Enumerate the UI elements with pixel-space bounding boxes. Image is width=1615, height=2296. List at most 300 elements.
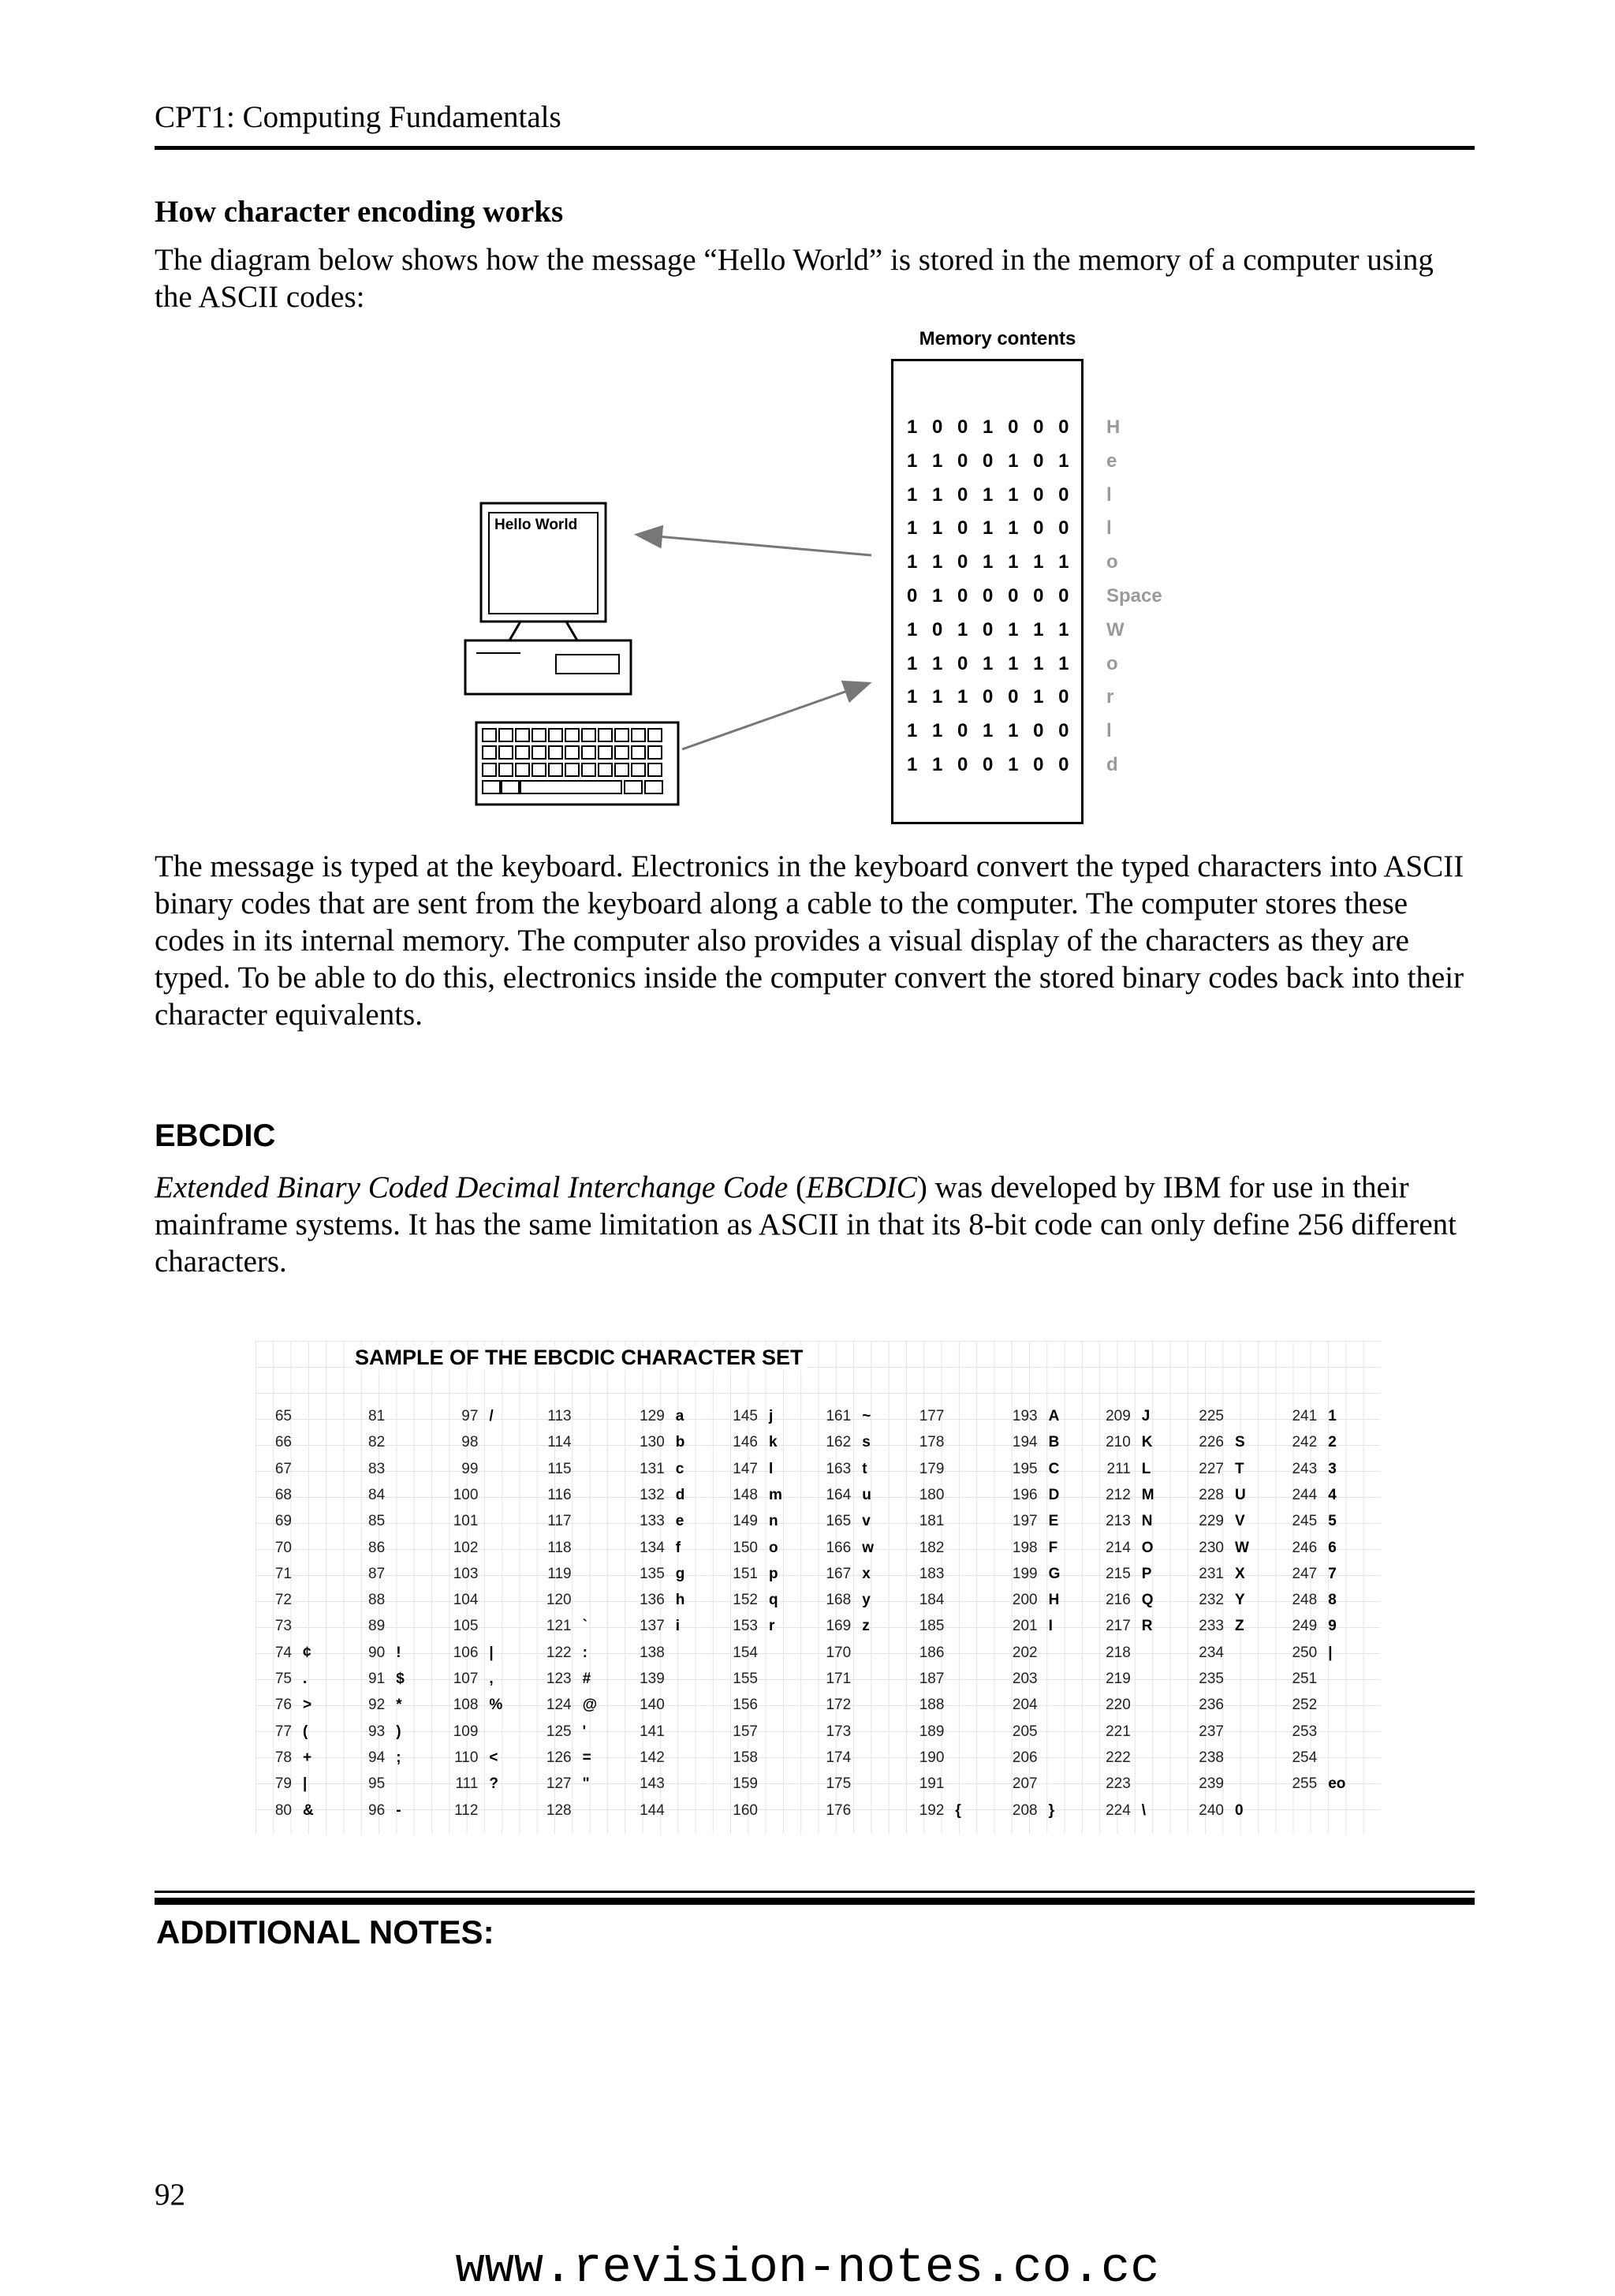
- code-character: g: [675, 1565, 685, 1582]
- code-value: 178: [919, 1434, 945, 1451]
- input-arrow: [682, 684, 867, 749]
- code-value: 112: [454, 1801, 479, 1819]
- code-value: 94: [368, 1749, 386, 1766]
- code-value: 96: [368, 1801, 386, 1819]
- code-character: U: [1235, 1486, 1246, 1503]
- code-value: 175: [826, 1775, 852, 1793]
- code-value: 71: [274, 1565, 292, 1582]
- code-value: 72: [274, 1592, 292, 1609]
- code-character: E: [1048, 1513, 1059, 1530]
- code-value: 222: [1106, 1749, 1131, 1766]
- code-character: j: [769, 1408, 774, 1424]
- code-value: 250: [1292, 1644, 1318, 1661]
- table-title: SAMPLE OF THE EBCDIC CHARACTER SET: [352, 1346, 807, 1370]
- code-character: ": [582, 1775, 590, 1793]
- code-value: 97: [461, 1408, 479, 1424]
- code-value: 252: [1292, 1697, 1318, 1714]
- code-value: 237: [1199, 1723, 1224, 1740]
- code-value: 255: [1292, 1775, 1318, 1793]
- code-value: 78: [274, 1749, 292, 1766]
- code-character: D: [1048, 1486, 1060, 1503]
- code-value: 124: [546, 1697, 572, 1714]
- code-character: p: [769, 1565, 778, 1582]
- code-value: 199: [1012, 1565, 1038, 1582]
- memory-bits: 1 1 0 0 1 0 0: [907, 754, 1074, 775]
- memory-char: d: [1106, 754, 1118, 775]
- code-value: 225: [1199, 1408, 1224, 1424]
- code-value: 171: [826, 1671, 852, 1687]
- code-value: 90: [368, 1644, 386, 1661]
- code-value: 229: [1199, 1513, 1224, 1530]
- code-character: J: [1141, 1408, 1151, 1424]
- code-value: 89: [368, 1618, 386, 1635]
- code-character: Y: [1235, 1592, 1245, 1609]
- code-character: (: [303, 1723, 308, 1740]
- memory-char: l: [1106, 483, 1112, 506]
- code-value: 128: [546, 1801, 572, 1819]
- code-value: 159: [733, 1775, 758, 1793]
- code-value: 121: [546, 1618, 572, 1635]
- memory-char: H: [1106, 416, 1121, 438]
- code-value: 158: [733, 1749, 758, 1766]
- code-character: c: [675, 1460, 684, 1477]
- section-heading: How character encoding works: [155, 195, 564, 229]
- code-value: 100: [453, 1486, 479, 1503]
- code-value: 169: [826, 1618, 852, 1635]
- code-value: 146: [733, 1434, 758, 1451]
- code-value: 213: [1106, 1513, 1131, 1530]
- code-character: T: [1235, 1460, 1244, 1477]
- code-value: 196: [1012, 1486, 1038, 1503]
- code-value: 99: [461, 1460, 479, 1477]
- code-character: @: [582, 1697, 598, 1714]
- code-character: ~: [862, 1408, 871, 1424]
- code-value: 114: [547, 1434, 572, 1451]
- ebcdic-full-name: Extended Binary Coded Decimal Interchange Code: [155, 1170, 789, 1204]
- code-value: 135: [640, 1565, 665, 1582]
- code-character: ': [582, 1723, 587, 1740]
- code-character: |: [303, 1775, 308, 1793]
- code-value: 190: [919, 1749, 945, 1766]
- code-value: 195: [1012, 1460, 1038, 1477]
- code-value: 167: [826, 1565, 852, 1582]
- code-character: t: [862, 1460, 867, 1477]
- code-character: V: [1235, 1513, 1245, 1530]
- code-value: 136: [640, 1592, 665, 1609]
- code-value: 77: [274, 1723, 292, 1740]
- code-value: 202: [1012, 1644, 1038, 1661]
- memory-title: Memory contents: [919, 328, 1076, 349]
- code-value: 111: [455, 1775, 479, 1793]
- code-character: <: [489, 1749, 498, 1766]
- code-value: 144: [640, 1801, 665, 1819]
- code-character: \: [1141, 1801, 1147, 1819]
- code-value: 218: [1106, 1644, 1131, 1661]
- code-character: v: [862, 1513, 871, 1530]
- code-value: 142: [640, 1749, 665, 1766]
- code-value: 80: [274, 1801, 292, 1819]
- code-value: 183: [919, 1565, 945, 1582]
- code-value: 113: [547, 1408, 572, 1424]
- code-value: 209: [1106, 1408, 1131, 1424]
- code-value: 116: [547, 1486, 572, 1503]
- code-value: 166: [826, 1539, 852, 1556]
- code-value: 165: [826, 1513, 852, 1530]
- code-value: 185: [919, 1618, 945, 1635]
- code-character: #: [582, 1671, 591, 1687]
- code-value: 223: [1106, 1775, 1131, 1793]
- code-value: 239: [1199, 1775, 1224, 1793]
- code-value: 106: [453, 1644, 479, 1661]
- code-value: 191: [919, 1775, 945, 1793]
- code-value: 134: [640, 1539, 665, 1556]
- intro-paragraph: The diagram below shows how the message “Hello World” is stored in the memory of a computer using the ASCII codes:: [155, 243, 1434, 314]
- code-value: 238: [1199, 1749, 1224, 1766]
- code-character: P: [1141, 1565, 1152, 1582]
- code-value: 186: [919, 1644, 945, 1661]
- code-value: 70: [274, 1539, 292, 1556]
- code-value: 226: [1199, 1434, 1224, 1451]
- code-value: 82: [368, 1434, 386, 1451]
- code-value: 74: [274, 1644, 292, 1661]
- code-value: 148: [733, 1486, 758, 1503]
- code-value: 189: [919, 1723, 945, 1740]
- code-value: 157: [733, 1723, 758, 1740]
- code-character: r: [769, 1618, 775, 1635]
- memory-bits: 1 1 0 0 1 0 1: [907, 450, 1074, 472]
- code-value: 133: [640, 1513, 665, 1530]
- code-value: 198: [1012, 1539, 1038, 1556]
- code-value: 207: [1012, 1775, 1038, 1793]
- code-character: f: [675, 1539, 681, 1556]
- code-character: 6: [1328, 1539, 1337, 1556]
- code-value: 127: [546, 1775, 572, 1793]
- code-value: 108: [453, 1697, 479, 1714]
- code-value: 180: [919, 1486, 945, 1503]
- code-value: 119: [547, 1565, 572, 1582]
- code-value: 118: [547, 1539, 572, 1556]
- code-value: 177: [919, 1408, 945, 1424]
- code-value: 101: [453, 1513, 479, 1530]
- code-character: L: [1141, 1460, 1151, 1477]
- code-value: 194: [1012, 1434, 1038, 1451]
- code-value: 201: [1012, 1618, 1038, 1635]
- code-value: 170: [826, 1644, 852, 1661]
- code-value: 203: [1012, 1671, 1038, 1687]
- code-value: 139: [640, 1671, 665, 1687]
- code-value: 103: [453, 1565, 479, 1582]
- memory-bits: 1 1 0 1 1 1 1: [907, 551, 1074, 573]
- code-value: 214: [1106, 1539, 1131, 1556]
- code-value: 192: [919, 1801, 945, 1819]
- code-value: 117: [547, 1513, 572, 1530]
- code-character: 1: [1328, 1408, 1337, 1424]
- code-value: 172: [826, 1697, 852, 1714]
- ebcdic-table: [255, 1341, 1380, 1834]
- code-value: 76: [274, 1697, 292, 1714]
- code-character: |: [1328, 1644, 1333, 1661]
- code-character: =: [582, 1749, 591, 1766]
- code-value: 173: [826, 1723, 852, 1740]
- code-character: 3: [1328, 1460, 1337, 1477]
- code-value: 248: [1292, 1592, 1318, 1609]
- code-value: 84: [368, 1486, 386, 1503]
- code-value: 254: [1292, 1749, 1318, 1766]
- code-value: 68: [274, 1486, 292, 1503]
- code-character: F: [1048, 1539, 1058, 1556]
- code-character: eo: [1328, 1775, 1346, 1793]
- code-character: l: [769, 1460, 774, 1477]
- code-value: 219: [1106, 1671, 1131, 1687]
- code-value: 75: [274, 1671, 292, 1687]
- code-character: ¢: [303, 1644, 311, 1661]
- memory-bits: 1 1 0 1 1 0 0: [907, 483, 1074, 506]
- code-character: b: [675, 1434, 685, 1451]
- code-character: O: [1141, 1539, 1154, 1556]
- code-value: 224: [1106, 1801, 1131, 1819]
- code-character: 4: [1328, 1486, 1337, 1503]
- code-value: 184: [919, 1592, 945, 1609]
- code-value: 163: [826, 1460, 852, 1477]
- code-character: h: [675, 1592, 685, 1609]
- code-character: *: [396, 1697, 402, 1714]
- code-value: 246: [1292, 1539, 1318, 1556]
- code-value: 85: [368, 1513, 386, 1530]
- code-value: 251: [1292, 1671, 1318, 1687]
- code-value: 243: [1292, 1460, 1318, 1477]
- code-character: .: [303, 1671, 308, 1687]
- code-value: 98: [461, 1434, 479, 1451]
- code-value: 233: [1199, 1618, 1224, 1635]
- code-value: 232: [1199, 1592, 1224, 1609]
- code-value: 212: [1106, 1486, 1131, 1503]
- encoding-diagram: [442, 323, 1199, 836]
- memory-bits: 1 0 1 0 1 1 1: [907, 618, 1074, 640]
- code-character: e: [675, 1513, 684, 1530]
- code-value: 115: [547, 1460, 572, 1477]
- code-character: q: [769, 1592, 778, 1609]
- code-value: 200: [1012, 1592, 1038, 1609]
- code-value: 228: [1199, 1486, 1224, 1503]
- code-character: ;: [396, 1749, 401, 1766]
- code-value: 87: [368, 1565, 386, 1582]
- code-character: s: [862, 1434, 871, 1451]
- code-character: `: [582, 1618, 587, 1635]
- code-value: 93: [368, 1723, 386, 1740]
- code-character: Q: [1141, 1592, 1154, 1609]
- code-character: $: [396, 1671, 405, 1687]
- code-value: 151: [733, 1565, 758, 1582]
- code-character: !: [396, 1644, 401, 1661]
- code-value: 242: [1292, 1434, 1318, 1451]
- code-value: 162: [826, 1434, 852, 1451]
- memory-char: Space: [1106, 585, 1162, 607]
- code-value: 204: [1012, 1697, 1038, 1714]
- code-value: 181: [919, 1513, 945, 1530]
- code-value: 240: [1199, 1801, 1224, 1819]
- code-value: 179: [919, 1460, 945, 1477]
- code-value: 110: [454, 1749, 479, 1766]
- code-value: 231: [1199, 1565, 1224, 1582]
- code-character: A: [1048, 1408, 1060, 1424]
- code-character: u: [862, 1486, 871, 1503]
- code-value: 235: [1199, 1671, 1224, 1687]
- code-character: N: [1141, 1513, 1153, 1530]
- code-character: }: [1048, 1801, 1054, 1819]
- code-character: ?: [489, 1775, 498, 1793]
- memory-char: l: [1106, 720, 1112, 742]
- code-character: M: [1141, 1486, 1154, 1503]
- code-value: 66: [274, 1434, 292, 1451]
- running-header: CPT1: Computing Fundamentals: [155, 100, 561, 134]
- code-value: 91: [368, 1671, 386, 1687]
- memory-bits: 1 1 0 1 1 0 0: [907, 720, 1074, 742]
- code-value: 86: [368, 1539, 386, 1556]
- code-character: >: [303, 1697, 312, 1714]
- memory-bits: 1 1 0 1 1 1 1: [907, 652, 1074, 674]
- code-value: 154: [733, 1644, 758, 1661]
- notes-heading: ADDITIONAL NOTES:: [156, 1913, 494, 1951]
- code-value: 215: [1106, 1565, 1131, 1582]
- code-value: 236: [1199, 1697, 1224, 1714]
- code-value: 253: [1292, 1723, 1318, 1740]
- code-value: 65: [274, 1408, 292, 1424]
- code-value: 109: [453, 1723, 479, 1740]
- code-character: I: [1048, 1618, 1053, 1635]
- code-character: W: [1235, 1539, 1249, 1556]
- code-value: 220: [1106, 1697, 1131, 1714]
- code-value: 244: [1292, 1486, 1318, 1503]
- code-character: z: [862, 1618, 870, 1635]
- display-arrow: [639, 535, 871, 555]
- code-value: 176: [826, 1801, 852, 1819]
- code-character: ,: [489, 1671, 494, 1687]
- code-character: /: [489, 1408, 494, 1424]
- explanation-paragraph: The message is typed at the keyboard. Electronics in the keyboard convert the typed characters into ASCII binary codes that are sent from the keyboard along a cable to the computer. The computer stores these codes in its internal memory. The computer also provides a visual display of the characters as they are typed. To be able to do this, electronics inside the computer convert the stored binary codes back into their character equivalents.: [155, 849, 1464, 1032]
- memory-char: r: [1106, 686, 1114, 708]
- code-value: 83: [368, 1460, 386, 1477]
- code-value: 102: [453, 1539, 479, 1556]
- keyboard-icon: [476, 722, 678, 805]
- notes-rule-thick: [155, 1898, 1475, 1905]
- code-value: 230: [1199, 1539, 1224, 1556]
- code-value: 125: [546, 1723, 572, 1740]
- code-character: |: [489, 1644, 494, 1661]
- code-value: 211: [1106, 1460, 1131, 1477]
- code-value: 95: [368, 1775, 386, 1793]
- code-character: +: [303, 1749, 312, 1766]
- code-value: 147: [733, 1460, 758, 1477]
- code-value: 182: [919, 1539, 945, 1556]
- code-character: 8: [1328, 1592, 1337, 1609]
- ebcdic-heading: EBCDIC: [155, 1118, 276, 1153]
- code-value: 131: [640, 1460, 665, 1477]
- code-character: x: [862, 1565, 871, 1582]
- memory-bits: 1 1 0 1 1 0 0: [907, 517, 1074, 539]
- code-value: 123: [546, 1671, 572, 1687]
- code-character: a: [675, 1408, 684, 1424]
- code-value: 164: [826, 1486, 852, 1503]
- code-character: n: [769, 1513, 778, 1530]
- code-character: i: [675, 1618, 681, 1635]
- code-value: 188: [919, 1697, 945, 1714]
- notes-rule: [155, 1891, 1475, 1893]
- memory-char: W: [1106, 618, 1125, 640]
- code-character: %: [489, 1697, 503, 1714]
- code-character: 2: [1328, 1434, 1337, 1451]
- code-character: {: [955, 1801, 961, 1819]
- code-value: 152: [733, 1592, 758, 1609]
- code-value: 221: [1106, 1723, 1131, 1740]
- code-value: 150: [733, 1539, 758, 1556]
- memory-bits: 1 1 1 0 0 1 0: [907, 686, 1074, 708]
- memory-bits: 1 0 0 1 0 0 0: [907, 416, 1074, 438]
- code-character: o: [769, 1539, 778, 1556]
- ebcdic-description: Extended Binary Coded Decimal Interchange Code (EBCDIC) was developed by IBM for use in their mainframe systems. It has the same limitation as ASCII in that its 8-bit code can only define 256 different characters.: [155, 1170, 1456, 1279]
- footer-url: www.revision-notes.co.cc: [455, 2240, 1160, 2296]
- code-character: w: [862, 1539, 874, 1556]
- code-value: 174: [826, 1749, 852, 1766]
- memory-char: e: [1106, 450, 1117, 472]
- code-value: 155: [733, 1671, 758, 1687]
- code-value: 217: [1106, 1618, 1131, 1635]
- code-value: 187: [919, 1671, 945, 1687]
- code-value: 156: [733, 1697, 758, 1714]
- code-value: 249: [1292, 1618, 1318, 1635]
- code-value: 67: [274, 1460, 292, 1477]
- code-value: 92: [368, 1697, 386, 1714]
- code-character: k: [769, 1434, 778, 1451]
- code-character: K: [1141, 1434, 1153, 1451]
- code-value: 208: [1012, 1801, 1038, 1819]
- code-character: ): [396, 1723, 401, 1740]
- memory-char: l: [1106, 517, 1112, 539]
- code-character: 5: [1328, 1513, 1337, 1530]
- code-value: 205: [1012, 1723, 1038, 1740]
- code-value: 141: [640, 1723, 665, 1740]
- code-value: 120: [546, 1592, 572, 1609]
- code-value: 160: [733, 1801, 758, 1819]
- code-value: 122: [546, 1644, 572, 1661]
- code-character: -: [396, 1801, 401, 1819]
- code-character: d: [675, 1486, 685, 1503]
- code-character: Z: [1235, 1618, 1244, 1635]
- memory-char: o: [1106, 551, 1118, 573]
- page-number: 92: [155, 2178, 185, 2212]
- code-value: 140: [640, 1697, 665, 1714]
- code-character: R: [1141, 1618, 1153, 1635]
- code-value: 241: [1292, 1408, 1318, 1424]
- code-character: 7: [1328, 1565, 1337, 1582]
- code-value: 105: [453, 1618, 479, 1635]
- code-value: 88: [368, 1592, 386, 1609]
- code-value: 73: [274, 1618, 292, 1635]
- ebcdic-abbr: EBCDIC: [805, 1170, 917, 1204]
- memory-bits: 0 1 0 0 0 0 0: [907, 585, 1074, 607]
- code-character: B: [1048, 1434, 1060, 1451]
- code-value: 197: [1012, 1513, 1038, 1530]
- code-value: 210: [1106, 1434, 1131, 1451]
- code-character: :: [582, 1644, 587, 1661]
- code-character: C: [1048, 1460, 1060, 1477]
- code-character: G: [1048, 1565, 1061, 1582]
- code-value: 227: [1199, 1460, 1224, 1477]
- code-value: 143: [640, 1775, 665, 1793]
- code-character: S: [1235, 1434, 1245, 1451]
- code-value: 69: [274, 1513, 292, 1530]
- code-character: H: [1048, 1592, 1060, 1609]
- code-value: 245: [1292, 1513, 1318, 1530]
